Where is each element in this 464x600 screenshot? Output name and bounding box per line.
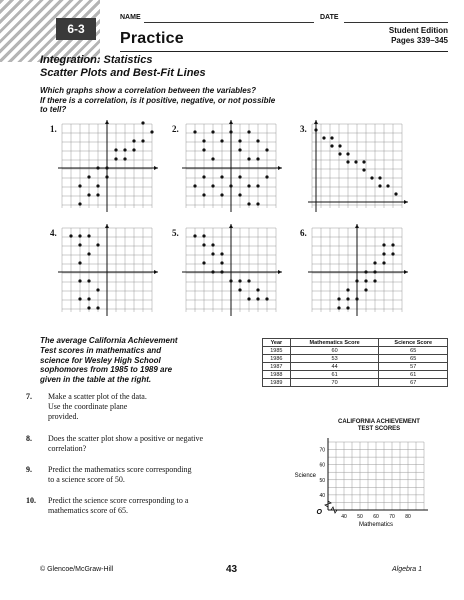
- intro-line: sophomores from 1985 to 1989 are: [40, 365, 173, 375]
- table-cell: 1985: [263, 347, 291, 355]
- graph-number: 5.: [172, 228, 179, 238]
- table-cell: 1987: [263, 363, 291, 371]
- question-line: provided.: [48, 412, 79, 421]
- instruction-line: If there is a correlation, is it positive, negative, or not possible: [40, 95, 276, 105]
- y-tick-label: 50: [319, 477, 325, 484]
- question-line: Does the scatter plot show a positive or negative: [48, 434, 204, 443]
- lesson-subtitle-line: Scatter Plots and Best-Fit Lines: [40, 67, 206, 79]
- page-number: 43: [226, 564, 238, 575]
- page-title: Practice: [120, 30, 184, 47]
- x-tick-label: 40: [341, 514, 347, 520]
- intro-line: Test scores in mathematics and: [40, 345, 162, 355]
- x-tick-label: 70: [389, 514, 395, 520]
- instruction-line: to tell?: [40, 105, 67, 114]
- question-number: 9.: [26, 465, 32, 474]
- copyright: © Glencoe/McGraw-Hill: [40, 566, 114, 573]
- chart-title-line: CALIFORNIA ACHIEVEMENT: [338, 419, 420, 425]
- graph-number: 2.: [172, 124, 179, 134]
- question-line: Predict the mathematics score corresponding: [48, 465, 192, 474]
- chart-body: [295, 438, 428, 528]
- lesson-title-line: Integration: Statistics: [40, 54, 153, 66]
- table-header: Year: [263, 339, 291, 347]
- pages-line: Pages 339–345: [391, 36, 448, 45]
- graph-number: 3.: [300, 124, 307, 134]
- instruction-line: Which graphs show a correlation between the variables?: [40, 86, 257, 95]
- table-cell: 1989: [263, 379, 291, 387]
- name-label: NAME: [120, 14, 141, 21]
- graph-number: 6.: [300, 228, 307, 238]
- lesson-tab: 6-3: [56, 18, 96, 40]
- table-cell: 61: [290, 371, 379, 379]
- table-cell: 70: [290, 379, 379, 387]
- graph-number: 1.: [50, 124, 57, 134]
- table-cell: 67: [379, 379, 448, 387]
- question-line: Use the coordinate plane: [48, 402, 128, 411]
- y-axis-label: Science: [294, 472, 316, 479]
- table-cell: 1988: [263, 371, 291, 379]
- origin-label: O: [316, 509, 322, 516]
- question-line: correlation?: [48, 444, 87, 453]
- question-line: mathematics score of 65.: [48, 506, 128, 515]
- x-axis-label: Mathematics: [358, 522, 394, 528]
- question-line: Predict the science score corresponding to a: [48, 496, 189, 505]
- table-cell: 1986: [263, 355, 291, 363]
- y-tick-label: 40: [319, 492, 325, 499]
- table-cell: 53: [290, 355, 379, 363]
- table-header: Science Score: [379, 339, 448, 347]
- table-cell: 44: [290, 363, 379, 371]
- table-cell: 61: [379, 371, 448, 379]
- date-label: DATE: [320, 14, 339, 21]
- table-cell: 57: [379, 363, 448, 371]
- question-line: to a science score of 50.: [48, 475, 125, 484]
- question-number: 10.: [26, 496, 36, 505]
- question-number: 7.: [26, 392, 32, 401]
- x-tick-label: 50: [357, 514, 363, 520]
- edition-line: Student Edition: [388, 26, 448, 35]
- graph-number: 4.: [50, 228, 57, 238]
- intro-line: The average California Achievement: [40, 336, 178, 345]
- intro-line: science for Wesley High School: [40, 355, 161, 365]
- table-cell: 65: [379, 355, 448, 363]
- table-header: Mathematics Score: [290, 339, 379, 347]
- y-tick-label: 70: [319, 447, 325, 454]
- x-tick-label: 80: [405, 514, 411, 520]
- x-tick-label: 60: [373, 514, 379, 520]
- y-tick-label: 60: [319, 462, 325, 469]
- course-name: Algebra 1: [392, 566, 422, 573]
- chart-title-line: TEST SCORES: [357, 426, 401, 432]
- intro-line: given in the table at the right.: [40, 375, 152, 385]
- table-cell: 65: [379, 347, 448, 355]
- question-line: Make a scatter plot of the data.: [48, 392, 147, 401]
- question-number: 8.: [26, 434, 32, 443]
- table-cell: 60: [290, 347, 379, 355]
